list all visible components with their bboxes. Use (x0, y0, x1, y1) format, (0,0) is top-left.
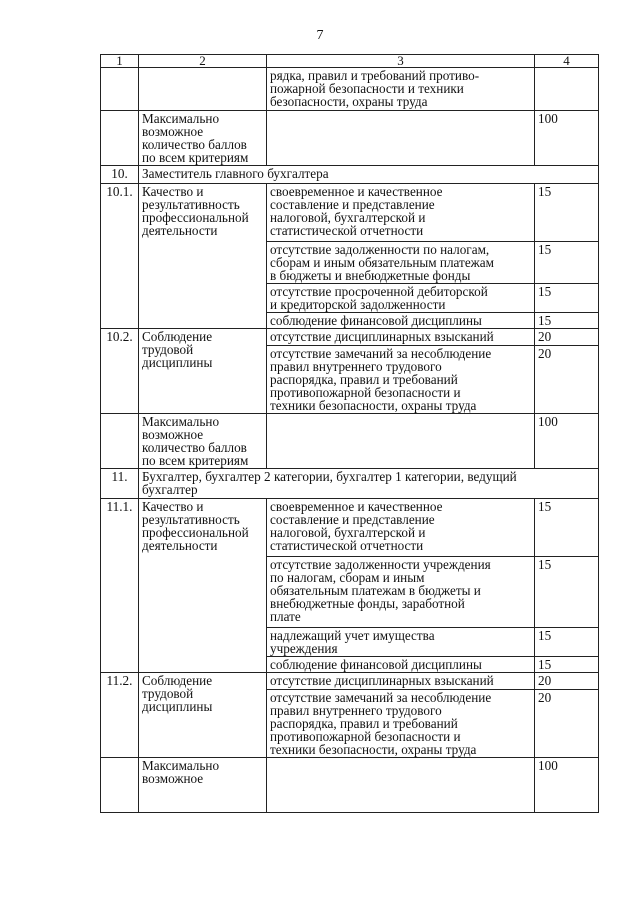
indicator-cell: отсутствие замечаний за несоблюдение правил внутреннего трудового распорядка, правил и требований противопожарной безопасности и техники безопасности, охраны труда (267, 346, 535, 414)
indicator-cell: отсутствие дисциплинарных взысканий (267, 673, 535, 690)
max-label-cell: Максимально возможное количество баллов по всем критериям (139, 414, 267, 469)
table-row (101, 184, 599, 242)
num-cell (101, 68, 139, 111)
indicator-cell: соблюдение финансовой дисциплины (267, 657, 535, 673)
table-row (101, 499, 599, 557)
score-cell: 15 (535, 628, 599, 657)
section-num: 11. (101, 469, 139, 499)
section-title-row (101, 469, 599, 499)
max-score-cell: 100 (535, 758, 599, 813)
indicator-cell (267, 111, 535, 166)
indicator-cell: отсутствие замечаний за несоблюдение правил внутреннего трудового распорядка, правил и требований противопожарной безопасности и техники безопасности, охраны труда (267, 690, 535, 758)
header-row (101, 55, 599, 68)
section-title-row (101, 166, 599, 184)
indicator-cell: соблюдение финансовой дисциплины (267, 313, 535, 329)
max-row (101, 758, 599, 813)
indicator-cell: своевременное и качественное составление и представление налоговой, бухгалтерской и статистической отчетности (267, 184, 535, 242)
indicator-cell: надлежащий учет имущества учреждения (267, 628, 535, 657)
group-name: Качество и результативность профессиональной деятельности (139, 499, 267, 673)
score-cell: 15 (535, 184, 599, 242)
score-cell: 20 (535, 673, 599, 690)
table-row (101, 329, 599, 346)
max-row (101, 111, 599, 166)
indicator-cell: отсутствие дисциплинарных взысканий (267, 329, 535, 346)
score-cell: 15 (535, 242, 599, 284)
max-label-cell: Максимально возможное количество баллов по всем критериям (139, 111, 267, 166)
indicator-cell (267, 414, 535, 469)
group-num: 11.1. (101, 499, 139, 673)
column-header-1: 1 (101, 55, 139, 68)
indicator-cell: отсутствие задолженности по налогам, сборам и иным обязательным платежам в бюджеты и внебюджетные фонды (267, 242, 535, 284)
score-cell: 15 (535, 499, 599, 557)
indicator-cell: своевременное и качественное составление и представление налоговой, бухгалтерской и статистической отчетности (267, 499, 535, 557)
score-cell: 20 (535, 346, 599, 414)
max-score-cell: 100 (535, 414, 599, 469)
indicator-cell: отсутствие задолженности учреждения по налогам, сборам и иным обязательным платежам в бюджеты и внебюджетные фонды, заработной плате (267, 557, 535, 628)
page-number: 7 (316, 28, 324, 43)
section-title: Бухгалтер, бухгалтер 2 категории, бухгалтер 1 категории, ведущий бухгалтер (139, 469, 599, 499)
criterion-cell (139, 68, 267, 111)
max-row (101, 414, 599, 469)
group-num: 11.2. (101, 673, 139, 758)
score-cell: 15 (535, 657, 599, 673)
num-cell (101, 111, 139, 166)
indicator-cell: рядка, правил и требований противо- пожарной безопасности и техники безопасности, охраны труда (267, 68, 535, 111)
max-score-cell: 100 (535, 111, 599, 166)
group-num: 10.1. (101, 184, 139, 329)
max-label-cell: Максимально возможное (139, 758, 267, 813)
continuation-row (101, 68, 599, 111)
score-cell (535, 68, 599, 111)
column-header-3: 3 (267, 55, 535, 68)
score-cell: 15 (535, 557, 599, 628)
group-name: Соблюдение трудовой дисциплины (139, 673, 267, 758)
column-header-4: 4 (535, 55, 599, 68)
indicator-cell: отсутствие просроченной дебиторской и кредиторской задолженности (267, 284, 535, 313)
score-cell: 20 (535, 329, 599, 346)
section-title: Заместитель главного бухгалтера (139, 166, 599, 184)
score-cell: 15 (535, 284, 599, 313)
score-cell: 15 (535, 313, 599, 329)
num-cell (101, 758, 139, 813)
num-cell (101, 414, 139, 469)
criteria-table (100, 54, 599, 813)
score-cell: 20 (535, 690, 599, 758)
group-name: Соблюдение трудовой дисциплины (139, 329, 267, 414)
section-num: 10. (101, 166, 139, 184)
table-row (101, 673, 599, 690)
column-header-2: 2 (139, 55, 267, 68)
group-name: Качество и результативность профессиональной деятельности (139, 184, 267, 329)
indicator-cell (267, 758, 535, 813)
group-num: 10.2. (101, 329, 139, 414)
